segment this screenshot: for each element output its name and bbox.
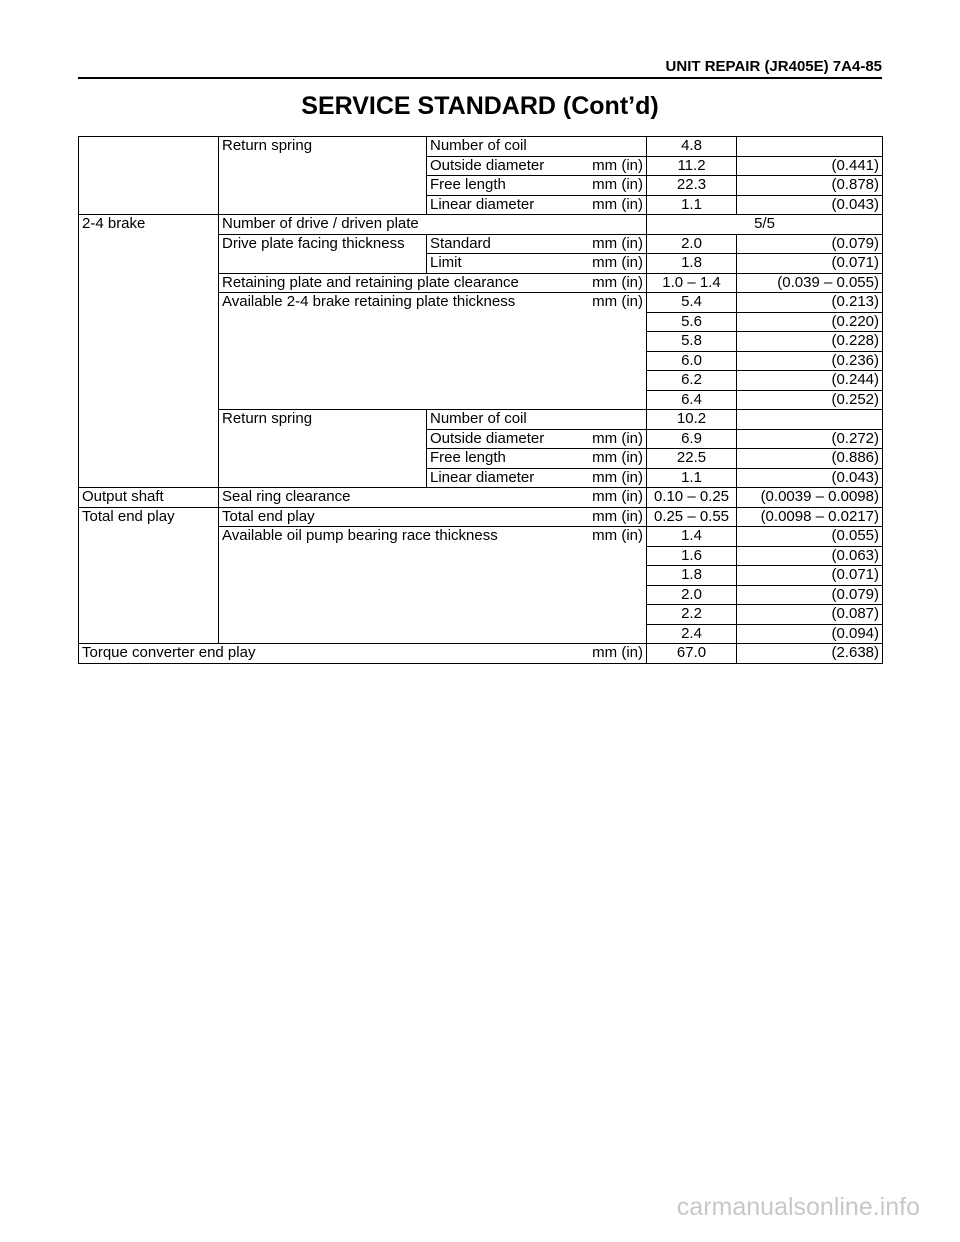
- imperial-value: (2.638): [737, 644, 883, 664]
- item-cell: Available 2-4 brake retaining plate thickness mm (in): [219, 293, 647, 410]
- sub-item-cell: Free length mm (in): [427, 176, 647, 196]
- imperial-value: (0.0039 – 0.0098): [737, 488, 883, 508]
- imperial-value: [737, 410, 883, 430]
- imperial-value: (0.071): [737, 566, 883, 586]
- metric-value: 1.8: [647, 254, 737, 274]
- table-row: [79, 215, 883, 235]
- metric-value: 5.6: [647, 312, 737, 332]
- metric-value: 1.4: [647, 527, 737, 547]
- page-title: SERVICE STANDARD (Cont’d): [301, 92, 659, 120]
- sub-item-cell: Standard mm (in): [427, 234, 647, 254]
- metric-value: 67.0: [647, 644, 737, 664]
- imperial-value: (0.244): [737, 371, 883, 391]
- unit-label: mm (in): [592, 488, 643, 505]
- component-cell: Total end play: [79, 507, 219, 644]
- component-cell: 2-4 brake: [79, 215, 219, 488]
- imperial-value: (0.043): [737, 195, 883, 215]
- imperial-value: (0.079): [737, 234, 883, 254]
- metric-value: 5/5: [647, 215, 883, 235]
- metric-value: 22.3: [647, 176, 737, 196]
- imperial-value: (0.878): [737, 176, 883, 196]
- item-cell: Total end play mm (in): [219, 507, 647, 527]
- imperial-value: (0.441): [737, 156, 883, 176]
- item-cell: Retaining plate and retaining plate clearance mm (in): [219, 273, 647, 293]
- table-row: [79, 507, 883, 527]
- table-row: [79, 644, 883, 664]
- unit-label: mm (in): [592, 176, 643, 193]
- sub-item-cell: Linear diameter mm (in): [427, 468, 647, 488]
- metric-value: 4.8: [647, 137, 737, 157]
- imperial-value: (0.079): [737, 585, 883, 605]
- metric-value: 0.10 – 0.25: [647, 488, 737, 508]
- watermark: carmanualsonline.info: [676, 1193, 920, 1221]
- sub-item-cell: Outside diameter mm (in): [427, 156, 647, 176]
- metric-value: 1.8: [647, 566, 737, 586]
- metric-value: 5.4: [647, 293, 737, 313]
- unit-label: mm (in): [592, 644, 643, 661]
- imperial-value: (0.094): [737, 624, 883, 644]
- unit-label: mm (in): [592, 468, 643, 486]
- metric-value: 1.6: [647, 546, 737, 566]
- item-cell: Return spring: [219, 410, 427, 488]
- metric-value: 1.1: [647, 195, 737, 215]
- component-cell: [79, 137, 219, 215]
- imperial-value: (0.228): [737, 332, 883, 352]
- item-cell: Number of drive / driven plate: [219, 215, 647, 235]
- metric-value: 6.0: [647, 351, 737, 371]
- metric-value: 6.9: [647, 429, 737, 449]
- unit-label: mm (in): [592, 273, 643, 291]
- unit-label: mm (in): [592, 429, 643, 447]
- imperial-value: (0.071): [737, 254, 883, 274]
- metric-value: 1.1: [647, 468, 737, 488]
- unit-label: mm (in): [592, 156, 643, 174]
- imperial-value: (0.063): [737, 546, 883, 566]
- item-cell: Seal ring clearance mm (in): [219, 488, 647, 508]
- metric-value: 2.0: [647, 585, 737, 605]
- item-cell: Available oil pump bearing race thickness mm (in): [219, 527, 647, 644]
- table-row: [79, 137, 883, 157]
- unit-label: mm (in): [592, 527, 643, 544]
- imperial-value: (0.272): [737, 429, 883, 449]
- imperial-value: (0.236): [737, 351, 883, 371]
- sub-item-cell: Number of coil: [427, 137, 647, 157]
- sub-item-cell: Free length mm (in): [427, 449, 647, 469]
- metric-value: 22.5: [647, 449, 737, 469]
- header-text: UNIT REPAIR (JR405E) 7A4-85: [665, 58, 882, 75]
- imperial-value: (0.039 – 0.055): [737, 273, 883, 293]
- unit-label: mm (in): [592, 234, 643, 252]
- imperial-value: (0.055): [737, 527, 883, 547]
- imperial-value: (0.886): [737, 449, 883, 469]
- imperial-value: [737, 137, 883, 157]
- metric-value: 6.4: [647, 390, 737, 410]
- table-row: [79, 488, 883, 508]
- metric-value: 11.2: [647, 156, 737, 176]
- item-cell: Torque converter end play mm (in): [79, 644, 647, 664]
- imperial-value: (0.043): [737, 468, 883, 488]
- page-header: [78, 55, 882, 79]
- metric-value: 2.2: [647, 605, 737, 625]
- sub-item-cell: Outside diameter mm (in): [427, 429, 647, 449]
- metric-value: 2.0: [647, 234, 737, 254]
- service-standard-table: [78, 136, 883, 664]
- unit-label: mm (in): [592, 293, 643, 310]
- metric-value: 5.8: [647, 332, 737, 352]
- metric-value: 6.2: [647, 371, 737, 391]
- imperial-value: (0.252): [737, 390, 883, 410]
- imperial-value: (0.213): [737, 293, 883, 313]
- unit-label: mm (in): [592, 449, 643, 466]
- imperial-value: (0.0098 – 0.0217): [737, 507, 883, 527]
- metric-value: 1.0 – 1.4: [647, 273, 737, 293]
- imperial-value: (0.087): [737, 605, 883, 625]
- unit-label: mm (in): [592, 507, 643, 525]
- metric-value: 0.25 – 0.55: [647, 507, 737, 527]
- item-cell: Drive plate facing thickness: [219, 234, 427, 273]
- sub-item-cell: Linear diameter mm (in): [427, 195, 647, 215]
- imperial-value: (0.220): [737, 312, 883, 332]
- unit-label: mm (in): [592, 254, 643, 271]
- item-cell: Return spring: [219, 137, 427, 215]
- sub-item-cell: Limit mm (in): [427, 254, 647, 274]
- unit-label: mm (in): [592, 195, 643, 213]
- metric-value: 10.2: [647, 410, 737, 430]
- sub-item-cell: Number of coil: [427, 410, 647, 430]
- component-cell: Output shaft: [79, 488, 219, 508]
- metric-value: 2.4: [647, 624, 737, 644]
